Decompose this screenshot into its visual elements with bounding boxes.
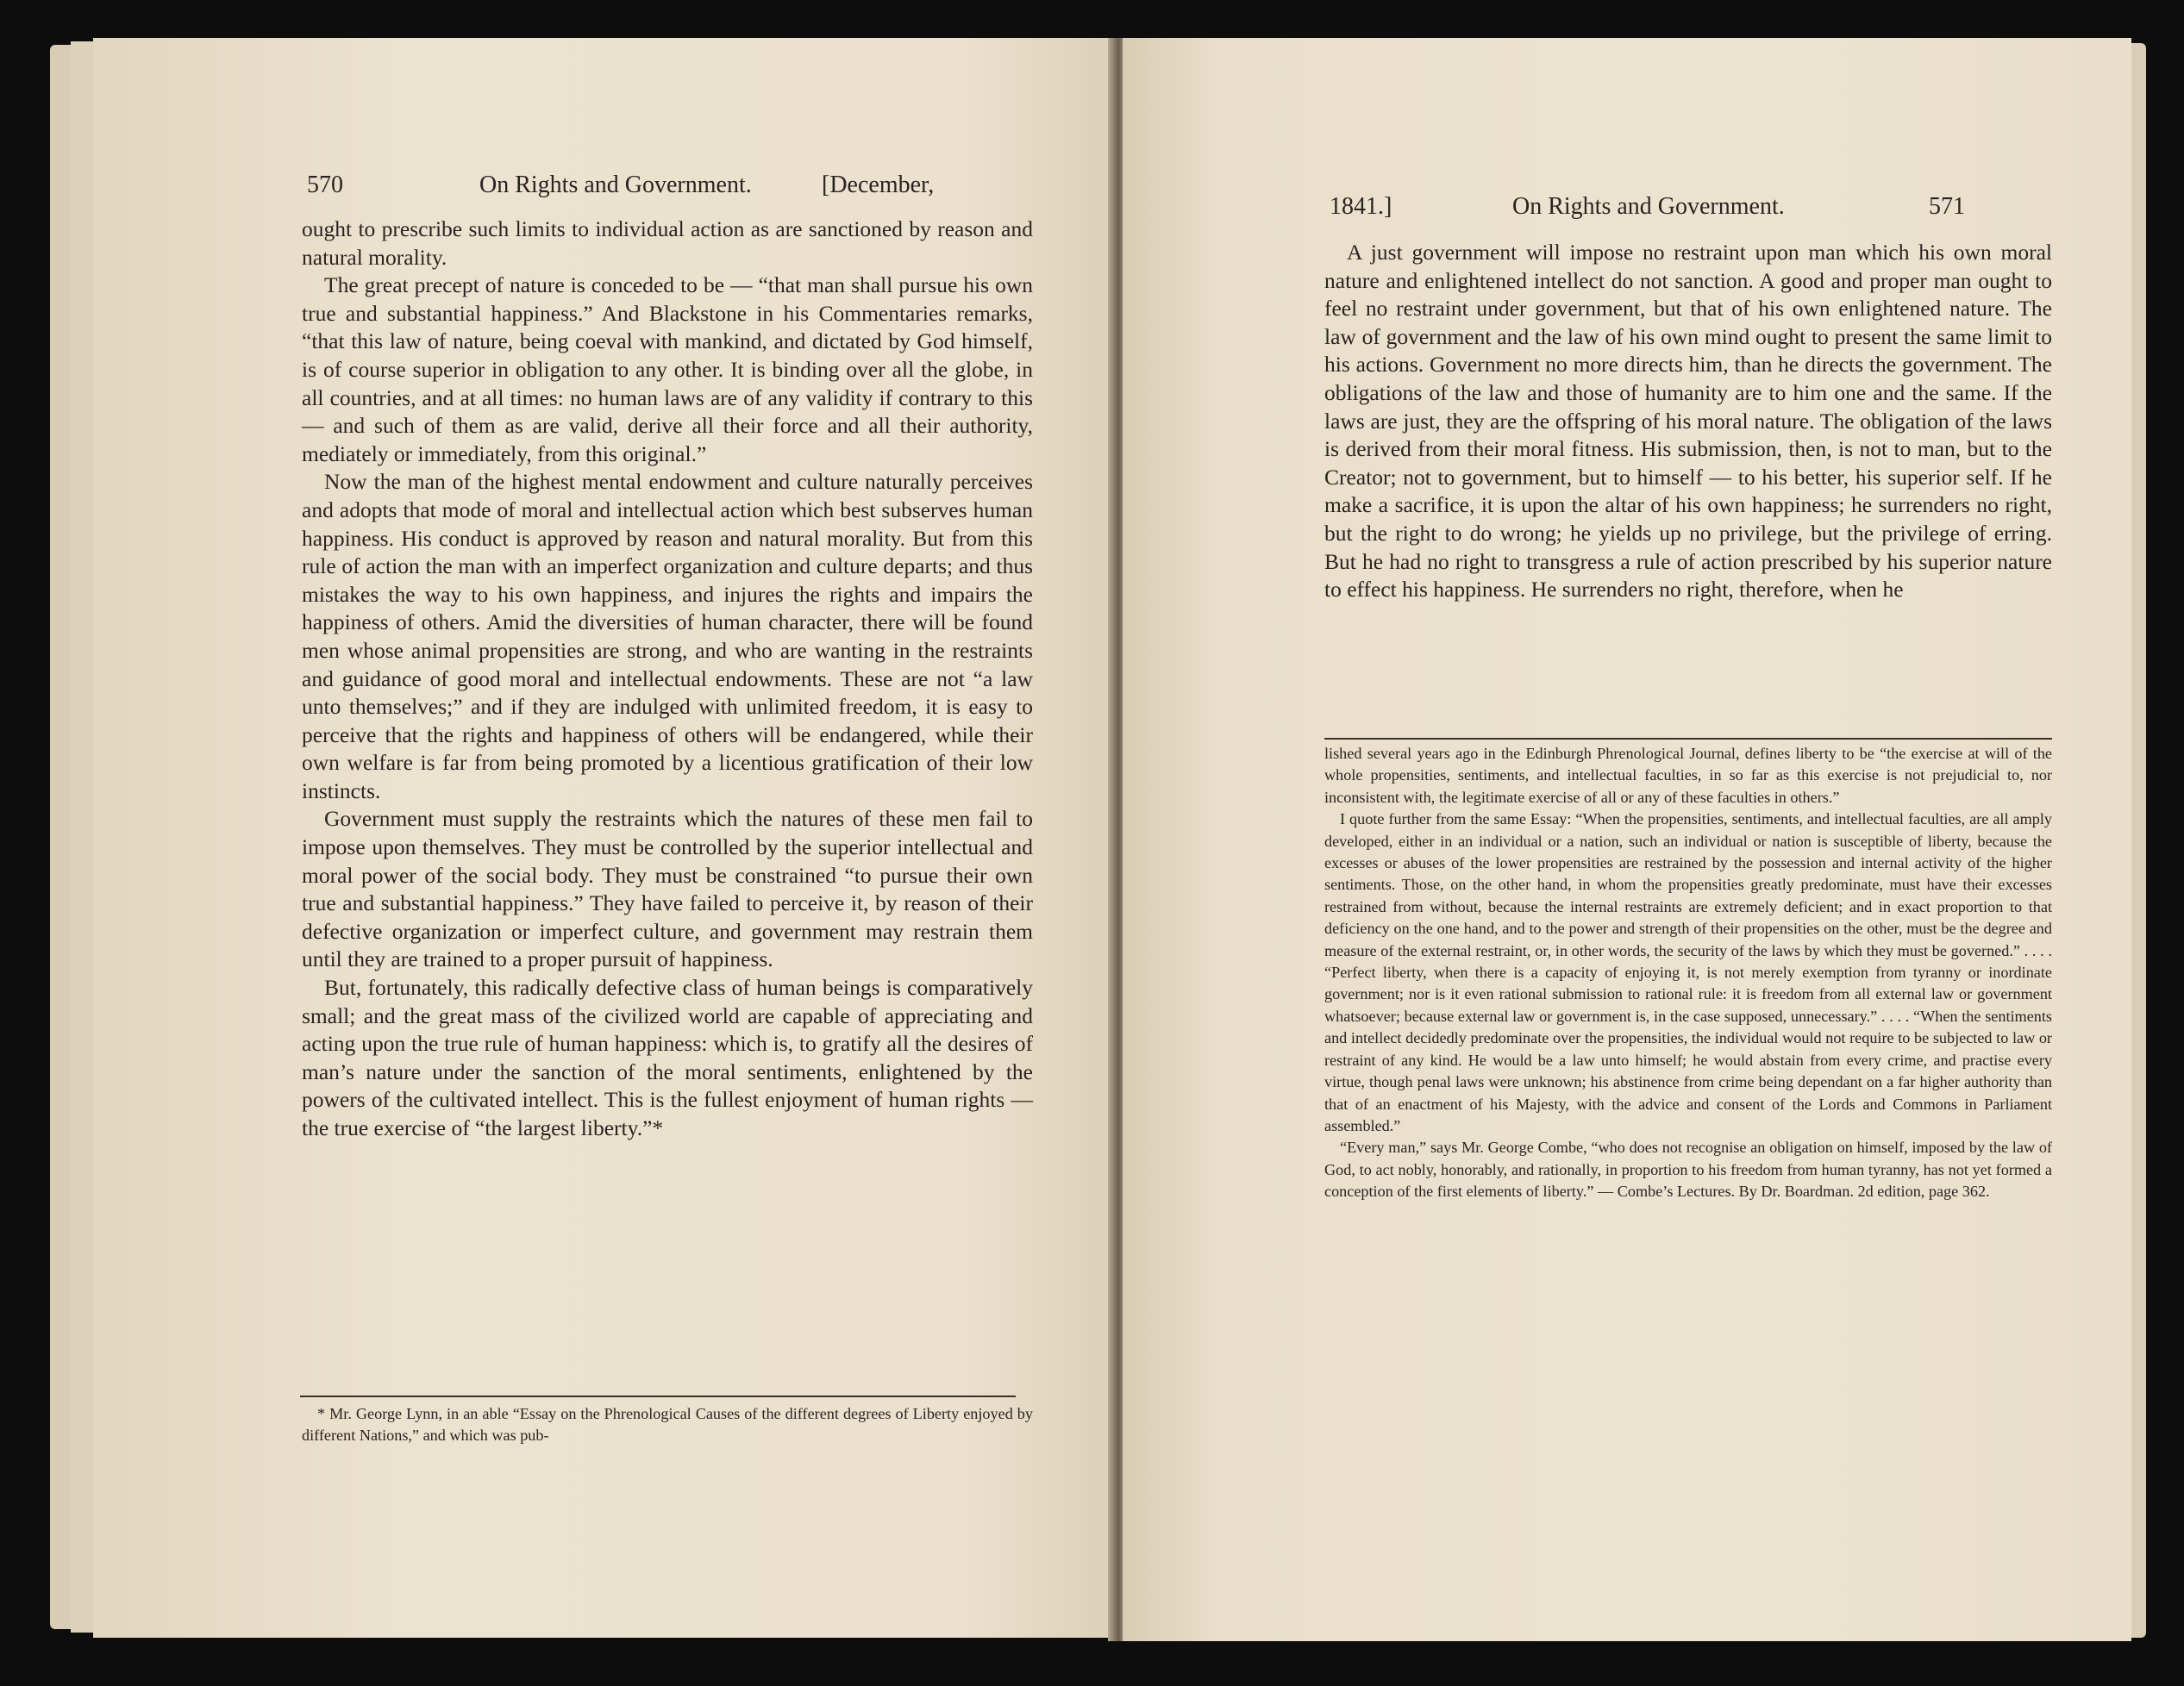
paragraph: ought to prescribe such limits to individual action as are sanctioned by reason and natural morality. xyxy=(302,216,1033,270)
left-footnote xyxy=(302,1403,1033,1447)
footnote-text: I quote further from the same Essay: “When the propensities, sentiments, and intellectual faculties, are all amply developed, either in an individual or a nation, such an individual or nation is susceptible of liberty, because the excesses or abuses of the lower propensities are restrained by the possession and internal activity of the higher sentiments. Those, on the other hand, in whom the propensities greatly predominate, must have their excesses restrained from without, because the internal restraints are extremely deficient; and in exact proportion to that deficiency on the one hand, and to the power and strength of their propensities on the other, must be the degree and measure of the external restraint, or, in other words, the security of the laws by which they must be governed.” . . . . “Perfect liberty, when there is a capacity of enjoying it, is not merely exemption from tyranny or inordinate government; nor is it even rational submission to rational rule: it is freedom from all external law or government whatsoever; because external law or government is, in the case supposed, unnecessary.” . . . . “When the sentiments and intellect decidedly predominate over the propensities, the individual would not require to be subjected to law or restraint of any kind. He would be a law unto himself; he would abstain from every crime, and practise every virtue, though penal laws were unknown; his abstinence from crime being dependant on a far higher authority than that of an enactment of his Majesty, with the advice and consent of the Lords and Commons in Parliament assembled.” xyxy=(1324,810,2052,1134)
running-title-right: On Rights and Government. xyxy=(1512,193,1785,220)
paragraph: But, fortunately, this radically defective class of human beings is comparatively small; and the great mass of the civilized world are capable of appreciating and acting upon the true rule of human happiness: which is, to gratify all the desires of man’s nature under the sanction of the moral sentiments, enlightened by the powers of the cultivated intellect. This is the fullest enjoyment of human rights — the true exercise of “the largest liberty.”* xyxy=(302,975,1033,1140)
footnote-rule xyxy=(1324,738,2052,740)
running-title-left: On Rights and Government. xyxy=(479,172,752,198)
running-month: [December, xyxy=(822,172,935,198)
footnote-text: lished several years ago in the Edinburgh Phrenological Journal, defines liberty to be “the exercise at will of the whole propensities, sentiments, and intellectual faculties, in so far as this exercise is not prejudicial to, nor inconsistent with, the legitimate exercise of all or any of these faculties in others.” xyxy=(1324,745,2052,806)
page-year: 1841.] xyxy=(1330,193,1392,220)
footnote-text: * Mr. George Lynn, in an able “Essay on the Phrenological Causes of the different degrees of Liberty enjoyed by different Nations,” and which was pub- xyxy=(302,1405,1033,1445)
page-number-left: 570 xyxy=(307,172,343,198)
footnote-text: “Every man,” says Mr. George Combe, “who does not recognise an obligation on himself, imposed by the law of God, to act nobly, honorably, and rationally, in proportion to his freedom from human tyranny, has not yet formed a conception of the first elements of liberty.” — Combe’s Lectures. By Dr. Boardman. 2d edition, page 362. xyxy=(1324,1139,2052,1201)
paragraph: Government must supply the restraints which the natures of these men fail to impose upon themselves. They must be controlled by the superior intellectual and moral power of the social body. They must be constrained “to pursue their own true and substantial happiness.” They have failed to perceive it, by reason of their defective organization or imperfect culture, and government may restrain them until they are trained to a proper pursuit of happiness. xyxy=(302,806,1033,972)
paragraph: Now the man of the highest mental endowment and culture naturally perceives and adopts that mode of moral and intellectual action which best subserves human happiness. His conduct is approved by reason and natural morality. But from this rule of action the man with an imperfect organization and culture departs; and thus mistakes the way to his own happiness, and injures the rights and impairs the happiness of others. Amid the diversities of human character, there will be found men whose animal propensities are strong, and who are wanting in the restraints and guidance of good moral and intellectual endowments. These are not “a law unto themselves;” and if they are indulged with unlimited freedom, it is easy to perceive that the rights and happiness of others will be endangered, while their own welfare is far from being promoted by a licentious gratification of their low instincts. xyxy=(302,469,1033,803)
left-page xyxy=(93,38,1111,1638)
footnote-rule xyxy=(300,1396,1016,1397)
right-body-text xyxy=(1324,239,2052,604)
page-number-right: 571 xyxy=(1929,193,1965,220)
right-page xyxy=(1123,38,2131,1641)
paragraph: The great precept of nature is conceded to be — “that man shall pursue his own true and substantial happiness.” And Blackstone in his Commentaries remarks, “that this law of nature, being coeval with mankind, and dictated by God himself, is of course superior in obligation to any other. It is binding over all the globe, in all countries, and at all times: no human laws are of any validity if contrary to this — and such of them as are valid, derive all their force and all their authority, mediately or immediately, from this original.” xyxy=(302,272,1033,466)
left-body-text xyxy=(302,215,1033,1143)
paragraph: A just government will impose no restraint upon man which his own moral nature and enlightened intellect do not sanction. A good and proper man ought to feel no restraint under government, but that of his own enlightened nature. The law of government and the law of his own mind ought to present the same limit to his actions. Government no more directs him, than he directs the government. The obligations of the law and those of humanity are to him one and the same. If the laws are just, they are the offspring of his moral nature. The obligation of the laws is derived from their moral fitness. His submission, then, is not to man, but to the Creator; not to government, but to himself — to his better, his superior self. If he make a sacrifice, it is upon the altar of his own happiness; he surrenders no right, but the right to do wrong; he yields up no privilege, but the privilege of erring. But he had no right to transgress a rule of action prescribed by his superior nature to effect his happiness. He surrenders no right, therefore, when he xyxy=(1324,240,2052,603)
right-footnotes xyxy=(1324,743,2052,1203)
